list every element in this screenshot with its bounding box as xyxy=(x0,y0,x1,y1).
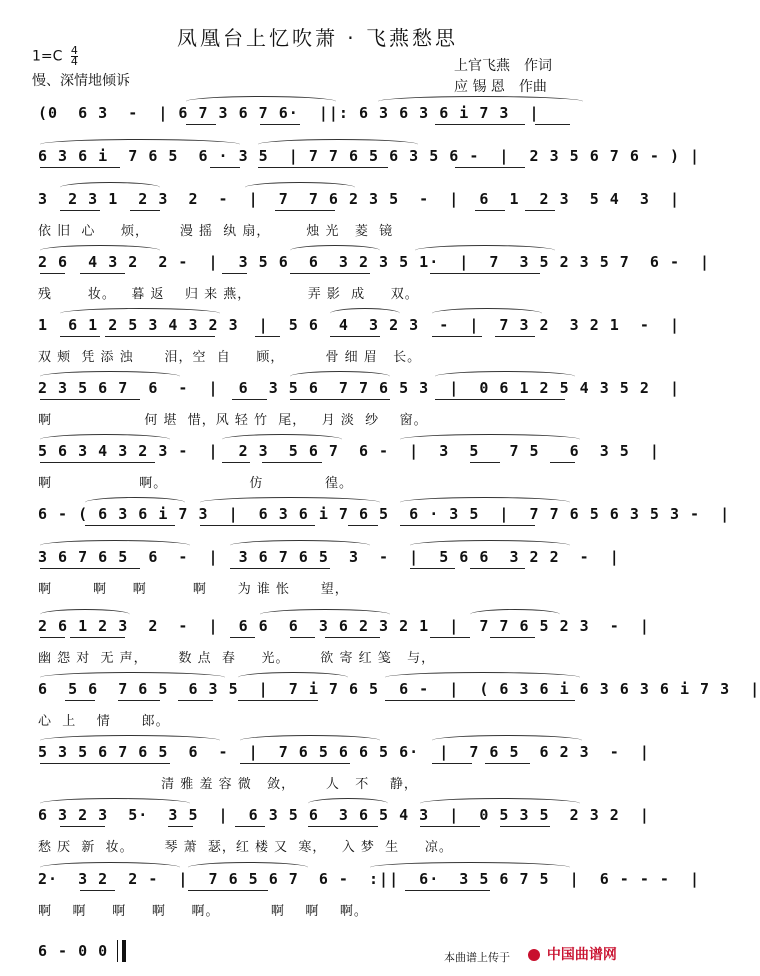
slur-mark xyxy=(432,308,542,319)
slur-mark xyxy=(40,735,220,746)
beam-line xyxy=(290,399,390,400)
composer-credit: 应 锡 恩 作曲 xyxy=(454,79,547,95)
beam-line xyxy=(118,700,160,701)
beam-line xyxy=(105,336,215,337)
score-system-4 xyxy=(0,249,711,315)
slur-mark xyxy=(60,182,160,193)
beam-line xyxy=(230,568,330,569)
slur-mark xyxy=(385,672,580,683)
slur-mark xyxy=(188,862,308,873)
slur-mark xyxy=(40,540,190,551)
slur-mark xyxy=(238,672,348,683)
notation-line: 2· 3 2 2 - | 7 6 5 6 7 6 - :|| 6· 3 5 6 7 5 | 6 - - - | xyxy=(38,870,701,888)
beam-line xyxy=(535,124,570,125)
notation-line: 3 2 3 1 2 3 2 - | 7 7 6 2 3 5 - | 6 1 2 3 5 4 3 | xyxy=(38,190,680,208)
beam-line xyxy=(240,763,350,764)
notation-line: (0 6 3 - | 6 7 3 6 7 6· ||: 6 3 6 3 6 i 7 3 | xyxy=(38,104,540,122)
beam-line xyxy=(65,700,95,701)
beam-line xyxy=(235,826,265,827)
notation-line: 2 6 4 3 2 2 - | 3 5 6 6 3 2 3 5 1· | 7 3 5 2 3 5 7 6 - | xyxy=(38,253,711,271)
lyrics-line: 心 上 情 郎。 xyxy=(38,714,170,729)
beam-line xyxy=(230,637,255,638)
final-measure: 6 - 0 0 xyxy=(38,942,109,960)
lyrics-line: 啊 啊 啊 啊 啊。 啊 啊 啊。 xyxy=(38,904,368,919)
beam-line xyxy=(470,568,525,569)
score-system-12 xyxy=(0,739,650,805)
beam-line xyxy=(432,763,472,764)
beam-line xyxy=(238,700,318,701)
beam-line xyxy=(485,763,530,764)
upload-note: 本曲谱上传于 xyxy=(444,951,510,964)
slur-mark xyxy=(260,609,390,620)
beam-line xyxy=(385,700,575,701)
notation-line: 6 3 2 3 5· 3 5 | 6 3 5 6 3 6 5 4 3 | 0 5 3 5 2 3 2 | xyxy=(38,806,650,824)
slur-mark xyxy=(60,308,220,319)
song-title: 凤凰台上忆吹萧 · 飞燕愁思 xyxy=(176,26,459,50)
beam-line xyxy=(40,637,65,638)
score-system-6 xyxy=(0,375,680,441)
beam-line xyxy=(420,826,480,827)
lyrics-line: 啊 啊。 仿 徨。 xyxy=(38,476,353,491)
beam-line xyxy=(168,826,193,827)
beam-line xyxy=(85,525,175,526)
beam-line xyxy=(188,890,268,891)
slur-mark xyxy=(40,672,225,683)
beam-line xyxy=(260,124,300,125)
notation-line: 6 3 6 i 7 6 5 6 · 3 5 | 7 7 6 5 6 3 5 6 - | 2 3 5 6 7 6 - ) | xyxy=(38,147,701,165)
score-system-10 xyxy=(0,613,650,679)
beam-line xyxy=(200,525,315,526)
beam-line xyxy=(525,210,555,211)
time-signature-bottom: 4 xyxy=(70,55,78,68)
slur-mark xyxy=(186,96,336,107)
score-system-3 xyxy=(0,186,680,252)
score-system-5 xyxy=(0,312,680,378)
beam-line xyxy=(275,210,335,211)
beam-line xyxy=(400,525,535,526)
slur-mark xyxy=(40,434,170,445)
beam-line xyxy=(290,637,315,638)
beam-line xyxy=(435,399,565,400)
beam-line xyxy=(495,336,535,337)
beam-line xyxy=(330,336,380,337)
final-barline-thick xyxy=(122,940,126,962)
score-system-13 xyxy=(0,802,650,868)
slur-mark xyxy=(330,308,400,319)
score-system-9 xyxy=(0,544,635,610)
beam-line xyxy=(60,826,105,827)
slur-mark xyxy=(400,497,570,508)
site-logo-text: 中国曲谱网 xyxy=(546,947,617,963)
site-logo[interactable] xyxy=(528,944,628,964)
notation-line: 5 6 3 4 3 2 3 - | 2 3 5 6 7 6 - | 3 5 7 5 6 3 5 | xyxy=(38,442,660,460)
beam-line xyxy=(186,124,216,125)
slur-mark xyxy=(40,371,180,382)
slur-mark xyxy=(290,371,390,382)
lyrics-line: 愁 厌 新 妆。 琴 萧 瑟，红 楼 又 寒， 入 梦 生 凉。 xyxy=(38,840,453,855)
lyrics-line: 依 旧 心 烦， 漫 摇 纨 扇， 烛 光 菱 镜 xyxy=(38,224,394,239)
notation-line: 5 3 5 6 7 6 5 6 - | 7 6 5 6 6 5 6· | 7 6 5 6 2 3 - | xyxy=(38,743,650,761)
beam-line xyxy=(490,637,535,638)
slur-mark xyxy=(85,497,185,508)
final-barline-thin xyxy=(117,940,118,962)
beam-line xyxy=(258,167,388,168)
slur-mark xyxy=(240,735,380,746)
beam-line xyxy=(40,273,65,274)
score-system-11 xyxy=(0,676,760,742)
beam-line xyxy=(550,462,575,463)
beam-line xyxy=(430,637,470,638)
slur-mark xyxy=(40,798,190,809)
beam-line xyxy=(40,399,140,400)
slur-mark xyxy=(200,497,380,508)
beam-line xyxy=(255,336,280,337)
key-label: 1=C xyxy=(32,48,63,65)
beam-line xyxy=(130,210,160,211)
beam-line xyxy=(470,462,500,463)
slur-mark xyxy=(290,245,380,256)
slur-mark xyxy=(40,139,240,150)
beam-line xyxy=(475,210,505,211)
beam-line xyxy=(222,273,247,274)
lyrics-line: 清 雅 羞 容 微 敛， 人 不 静， xyxy=(38,777,418,792)
key-signature xyxy=(32,46,78,67)
beam-line xyxy=(60,210,100,211)
slur-mark xyxy=(40,862,180,873)
beam-line xyxy=(435,124,525,125)
lyrics-line: 啊 啊 啊 啊 为 谁 怅 望， xyxy=(38,582,349,597)
slur-mark xyxy=(400,434,580,445)
beam-line xyxy=(405,890,490,891)
logo-icon xyxy=(528,949,540,961)
lyrics-line: 幽 怨 对 无 声， 数 点 春 光。 欲 寄 红 笺 与， xyxy=(38,651,436,666)
slur-mark xyxy=(308,798,388,809)
slur-mark xyxy=(410,540,570,551)
beam-line xyxy=(40,763,170,764)
beam-line xyxy=(500,826,550,827)
slur-mark xyxy=(435,371,575,382)
beam-line xyxy=(40,568,140,569)
notation-line: 6 5 6 7 6 5 6 3 5 | 7 i 7 6 5 6 - | ( 6 3 6 i 6 3 6 3 6 i 7 3 | xyxy=(38,680,760,698)
slur-mark xyxy=(432,735,582,746)
beam-line xyxy=(40,462,155,463)
slur-mark xyxy=(40,609,130,620)
beam-line xyxy=(70,637,125,638)
beam-line xyxy=(430,273,540,274)
slur-mark xyxy=(222,434,342,445)
slur-mark xyxy=(370,862,570,873)
time-signature-top: 4 xyxy=(70,44,78,57)
beam-line xyxy=(308,826,378,827)
beam-line xyxy=(40,167,120,168)
time-signature xyxy=(71,46,78,67)
beam-line xyxy=(325,637,380,638)
notation-line: 3 6 7 6 5 6 - | 3 6 7 6 5 3 - | 5 6 6 3 2 2 - | xyxy=(38,548,620,566)
lyrics-line: 啊 何 堪 惜，风 轻 竹 尾， 月 淡 纱 窗。 xyxy=(38,413,428,428)
notation-line: 2 6 1 2 3 2 - | 6 6 6 3 6 2 3 2 1 | 7 7 6 5 2 3 - | xyxy=(38,617,650,635)
notation-line: 2 3 5 6 7 6 - | 6 3 5 6 7 7 6 5 3 | 0 6 1 2 5 4 3 5 2 | xyxy=(38,379,680,397)
beam-line xyxy=(348,525,378,526)
notation-line: 6 - ( 6 3 6 i 7 3 | 6 3 6 i 7 6 5 6 · 3 5 | 7 7 6 5 6 3 5 3 - | xyxy=(38,505,731,523)
slur-mark xyxy=(245,182,355,193)
score-system-14 xyxy=(0,866,701,932)
slur-mark xyxy=(378,96,583,107)
beam-line xyxy=(222,462,250,463)
beam-line xyxy=(178,700,213,701)
slur-mark xyxy=(420,798,580,809)
slur-mark xyxy=(258,139,418,150)
beam-line xyxy=(410,568,455,569)
slur-mark xyxy=(40,245,160,256)
tempo-marking: 慢、深情地倾诉 xyxy=(32,73,130,89)
notation-line: 1 6 1 2 5 3 4 3 2 3 | 5 6 4 3 2 3 - | 7 3 2 3 2 1 - | xyxy=(38,316,680,334)
beam-line xyxy=(455,167,525,168)
slur-mark xyxy=(415,245,555,256)
beam-line xyxy=(60,336,100,337)
beam-line xyxy=(80,273,125,274)
lyrics-line: 双 颊 凭 添 浊 泪，空 自 顾， 骨 细 眉 长。 xyxy=(38,350,422,365)
lyrics-line: 残 妆。 暮 返 归 来 燕， 弄 影 成 双。 xyxy=(38,287,419,302)
slur-mark xyxy=(230,540,370,551)
beam-line xyxy=(290,273,370,274)
beam-line xyxy=(262,462,322,463)
slur-mark xyxy=(470,609,560,620)
beam-line xyxy=(80,890,115,891)
beam-line xyxy=(210,167,240,168)
score-system-7 xyxy=(0,438,660,504)
beam-line xyxy=(432,336,482,337)
beam-line xyxy=(232,399,267,400)
lyricist-credit: 上官飞燕 作词 xyxy=(454,58,552,74)
